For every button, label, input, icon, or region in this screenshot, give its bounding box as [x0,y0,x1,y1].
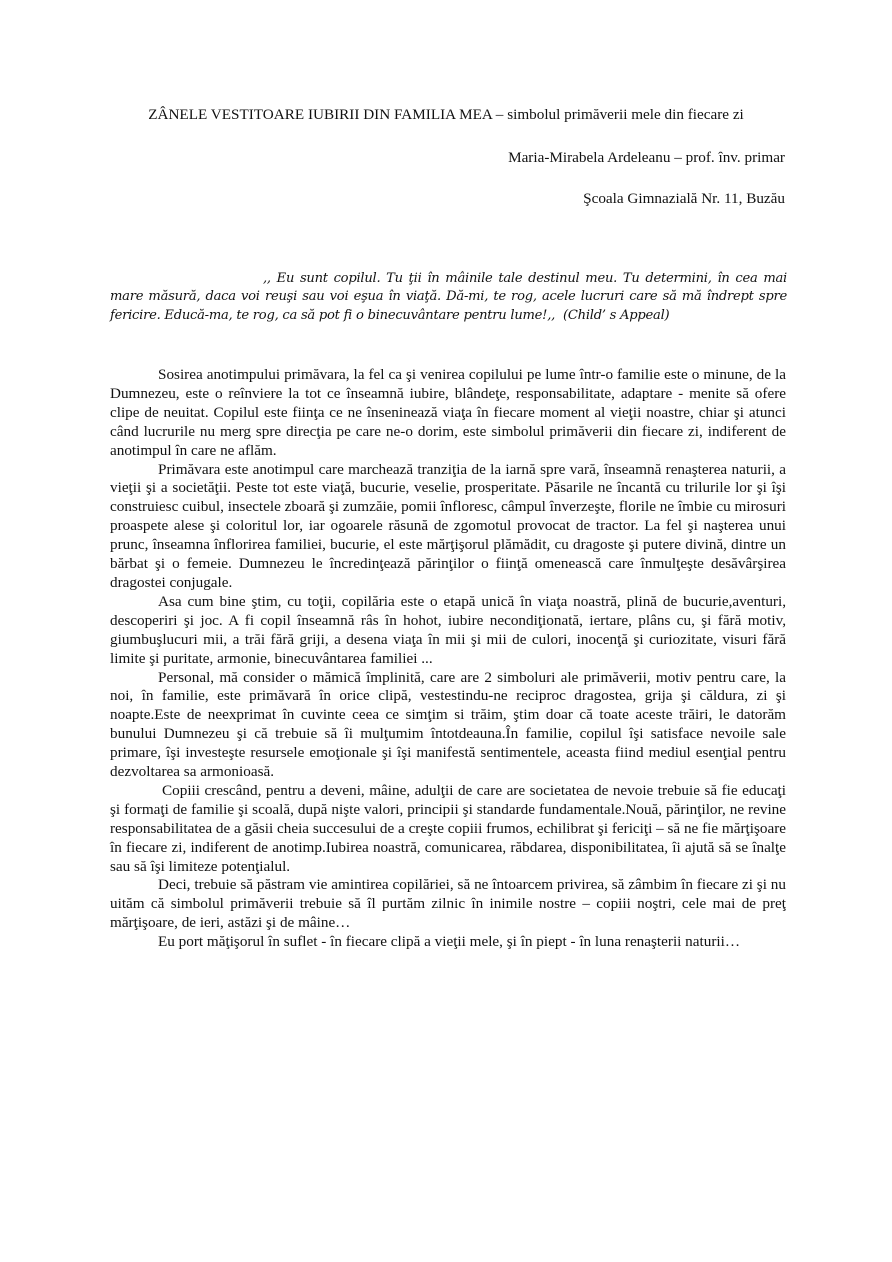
paragraph: Asa cum bine ştim, cu toţii, copilăria este o etapă unică în viaţa noastră, plină de bucurie,aventuri, descoperiri şi joc. A fi copil înseamnă râs în hohot, iubire necondiţionată, iertare, plâns cu, şi fără motiv, giumbuşlucuri mii, a trăi fără griji, a desena viaţa în mii şi mii de culori, inocenţă şi curiozitate, visuri fără limite şi puritate, armonie, binecuvântarea familiei ... [110,592,786,667]
author-line: Maria-Mirabela Ardeleanu – prof. înv. primar [508,149,785,166]
epigraph-quote [110,270,787,325]
paragraph: Copiii crescând, pentru a deveni, mâine, adulţii de care are societatea de nevoie trebuie să fie educaţi şi formaţi de familie şi scoală, după nişte valori, principii şi standarde fundamentale.Nouă, părinţilor, ne revine responsabilitatea de a găsii cheia succesului de a creşte copiii frumos, echilibrat şi fericiţi – să ne fie mărţişoare în fiecare zi, indiferent de anotimp.Iubirea noastră, comunicarea, răbdarea, disponibilitatea, îi ajută să se înalţe sau să îşi limiteze potenţialul. [110,781,786,875]
document-title: ZÂNELE VESTITOARE IUBIRII DIN FAMILIA MEA – simbolul primăverii mele din fiecare zi [148,106,744,123]
document-body [110,366,786,952]
quote-text: ,, Eu sunt copilul. Tu ţii în mâinile tale destinul meu. Tu determini, în cea mai mare măsură, daca voi reuşi sau voi eşua în viaţă. Dă-mi, te rog, acele lucruri care să mă îndrept spre fericire. Educă-ma, te rog, ca să pot fi o binecuvântare pentru lume!,, [110,271,787,323]
paragraph: Sosirea anotimpului primăvara, la fel ca şi venirea copilului pe lume într-o familie este o minune, de la Dumnezeu, este o reînviere la tot ce înseamnă iubire, blândeţe, responsabilitate, adaptare - menite să ofere clipe de neuitat. Copilul este fiinţa ce ne înseninează viaţa în fiecare moment al vieţii noastre, chiar şi atunci când lucrurile nu merg spre direcţia pe care ne-o dorim, este simbolul primăverii din fiecare zi, indiferent de anotimpul în care ne aflăm. [110,366,786,459]
paragraph: Primăvara este anotimpul care marchează tranziţia de la iarnă spre vară, înseamnă renaşterea naturii, a vieţii şi a societăţii. Peste tot este viaţă, bucurie, veselie, prosperitate. Păsarile ne încantă cu trilurile lor şi îşi construiesc cuibul, insectele zboară şi zumzăie, pomii înfloresc, câmpul înverzeşte, florile ne îmbie cu mirosuri proaspete alese şi coloritul lor, iar ogoarele răsună de zgomotul provocat de tractor. La fel şi naşterea unui prunc, înseamna înflorirea familiei, bucurie, el este mărţişorul plămădit, cu dragoste şi putere divină, dintre un bărbat şi o femeie. Dumnezeu le încredinţează părinţilor o fiinţă omenească care înmulţeşte desăvârşirea dragostei conjugale. [110,460,786,591]
paragraph: Eu port măţişorul în suflet - în fiecare clipă a vieţii mele, şi în piept - în luna renaşterii naturii… [158,933,741,951]
quote-source: (Child’ s Appeal) [563,307,670,323]
paragraph: Deci, trebuie să păstram vie amintirea copilăriei, să ne întoarcem privirea, să zâmbim în fiecare zi şi nu uităm că simbolul primăverii trebuie să îl purtăm zilnic în inimile nostre – copiii noştri, cele mai de preţ mărţişoare, de ieri, astăzi şi de mâine… [110,876,786,932]
school-line: Şcoala Gimnazială Nr. 11, Buzău [583,190,785,207]
paragraph: Personal, mă consider o mămică împlinită, care are 2 simboluri ale primăverii, motiv pentru care, la noi, în familie, este primăvară în orice clipă, vestestindu-ne reciproc dragostea, grija şi căldura, zi şi noapte.Este de neexprimat în cuvinte ceea ce simţim si trăim, ştim doar că toate aceste trăiri, le datorăm bunului Dumnezeu şi că trebuie să îi mulţumim întotdeauna.În familie, copilul îşi satisface nevoile sale primare, îşi investeşte resursele emoţionale şi îşi manifestă sentimentele, aceasta fiind mediul esenţial pentru dezvoltarea sa armonioasă. [110,668,786,781]
